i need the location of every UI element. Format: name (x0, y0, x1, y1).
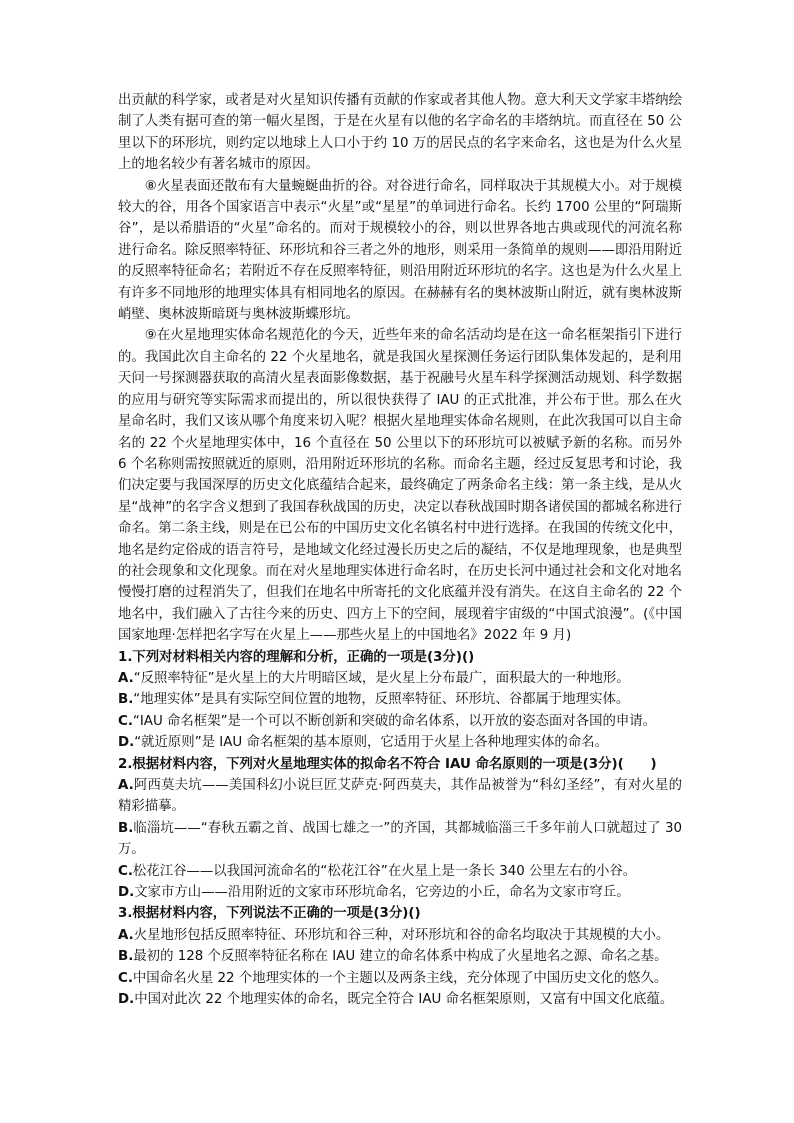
option-d: D.“就近原则”是 IAU 命名框架的基本原则，它适用于火星上各种地理实体的命名。 (118, 735, 608, 751)
option-a: A.“反照率特征”是火星上的大片明暗区域，是火星上分布最广，面积最大的一种地形。 (118, 670, 630, 686)
option-d: D.文家市方山——沿用附近的文家市环形坑命名，它旁边的小丘，命名为文家市穹丘。 (118, 885, 630, 901)
question-2 (118, 754, 682, 904)
option-b: B.临淄坑——“春秋五霸之首、战国七雄之一”的齐国，其都城临淄三千多年前人口就超过了 30 万。 (118, 820, 682, 858)
option-a: A.火星地形包括反照率特征、环形坑和谷三种，对环形坑和谷的命名均取决于其规模的大小。 (118, 927, 670, 943)
option-d: D.中国对此次 22 个地理实体的命名，既完全符合 IAU 命名框架原则，又富有中国文化底蕴。 (118, 992, 674, 1008)
option-c: C.中国命名火星 22 个地理实体的一个主题以及两条主线，充分体现了中国历史文化的悠久。 (118, 970, 668, 986)
question-stem: 1.下列对材料相关内容的理解和分析，正确的一项是(3分)() (118, 649, 475, 665)
option-c: C.松花江谷——以我国河流命名的“松花江谷”在火星上是一条长 340 公里左右的小谷。 (118, 863, 637, 879)
question-stem: 2.根据材料内容，下列对火星地理实体的拟命名不符合 IAU 命名原则的一项是(3分)( ) (118, 756, 657, 772)
option-c: C.“IAU 命名框架”是一个可以不断创新和突破的命名体系，以开放的姿态面对各国的申请。 (118, 713, 657, 729)
question-1 (118, 647, 682, 754)
question-3 (118, 903, 682, 1010)
document-page (118, 90, 682, 1010)
option-b: B.“地理实体”是具有实际空间位置的地物，反照率特征、环形坑、谷都属于地理实体。 (118, 692, 630, 708)
question-stem: 3.根据材料内容，下列说法不正确的一项是(3分)() (118, 906, 421, 922)
paragraph-continued: 出贡献的科学家，或者是对火星知识传播有贡献的作家或者其他人物。意大利天文学家丰塔纳绘制了人类有据可查的第一幅火星图，于是在火星有以他的名字命名的丰塔纳坑。而直径在 50 公里以下的环形坑，则约定以地球上人口小于约 10 万的居民点的名字来命名，这也是为什么火星上的地名较少有著名城市的原因。 (118, 93, 682, 173)
option-b: B.最初的 128 个反照率特征名称在 IAU 建立的命名体系中构成了火星地名之源、命名之基。 (118, 949, 668, 965)
paragraph-8: ⑧火星表面还散布有大量蜿蜒曲折的谷。对谷进行命名，同样取决于其规模大小。对于规模较大的谷，用各个国家语言中表示“火星”或“星星”的单词进行命名。长约 1700 公里的“阿瑞斯谷”，是以希腊语的“火星”命名的。而对于规模较小的谷，则以世界各地古典或现代的河流名称进行命名。除反照率特征、环形坑和谷三者之外的地形，则采用一条简单的规则——即沿用附近的反照率特征命名；若附近不存在反照率特征，则沿用附近环形坑的名字。这也是为什么火星上有许多不同地形的地理实体具有相同地名的原因。在赫赫有名的奥林波斯山附近，就有奥林波斯峭壁、奥林波斯暗斑与奥林波斯蝶形坑。 (118, 178, 682, 323)
paragraph-9: ⑨在火星地理实体命名规范化的今天，近些年来的命名活动均是在这一命名框架指引下进行的。我国此次自主命名的 22 个火星地名，就是我国火星探测任务运行团队集体发起的，是利用天问一号探测器获取的高清火星表面影像数据，基于祝融号火星车科学探测活动规划、科学数据的应用与研究等实际需求而提出的，所以很快获得了 IAU 的正式批准，并公布于世。那么在火星命名时，我们又该从哪个角度来切入呢？根据火星地理实体命名规则，在此次我国可以自主命名的 22 个火星地理实体中，16 个直径在 50 公里以下的环形坑可以被赋予新的名称。而另外 6 个名称则需按照就近的原则，沿用附近环形坑的名称。而命名主题，经过反复思考和讨论，我们决定要与我国深厚的历史文化底蕴结合起来，最终确定了两条命名主线：第一条主线，是从火星“战神”的名字含义想到了我国春秋战国的历史，决定以春秋战国时期各诸侯国的都城名称进行命名。第二条主线，则是在已公布的中国历史文化名镇名村中进行选择。在我国的传统文化中，地名是约定俗成的语言符号，是地域文化经过漫长历史之后的凝结，不仅是地理现象，也是典型的社会现象和文化现象。而在对火星地理实体进行命名时，在历史长河中通过社会和文化对地名慢慢打磨的过程消失了，但我们在地名中所寄托的文化底蕴并没有消失。在这自主命名的 22 个地名中，我们融入了古往今来的历史、四方上下的空间，展现着宇宙级的“中国式浪漫”。(《中国国家地理·怎样把名字写在火星上——那些火星上的中国地名》2022 年 9 月) (118, 328, 682, 644)
option-a: A.阿西莫夫坑——美国科幻小说巨匠艾萨克·阿西莫夫，其作品被誉为“科幻圣经”，有对火星的精彩描摹。 (118, 778, 682, 815)
